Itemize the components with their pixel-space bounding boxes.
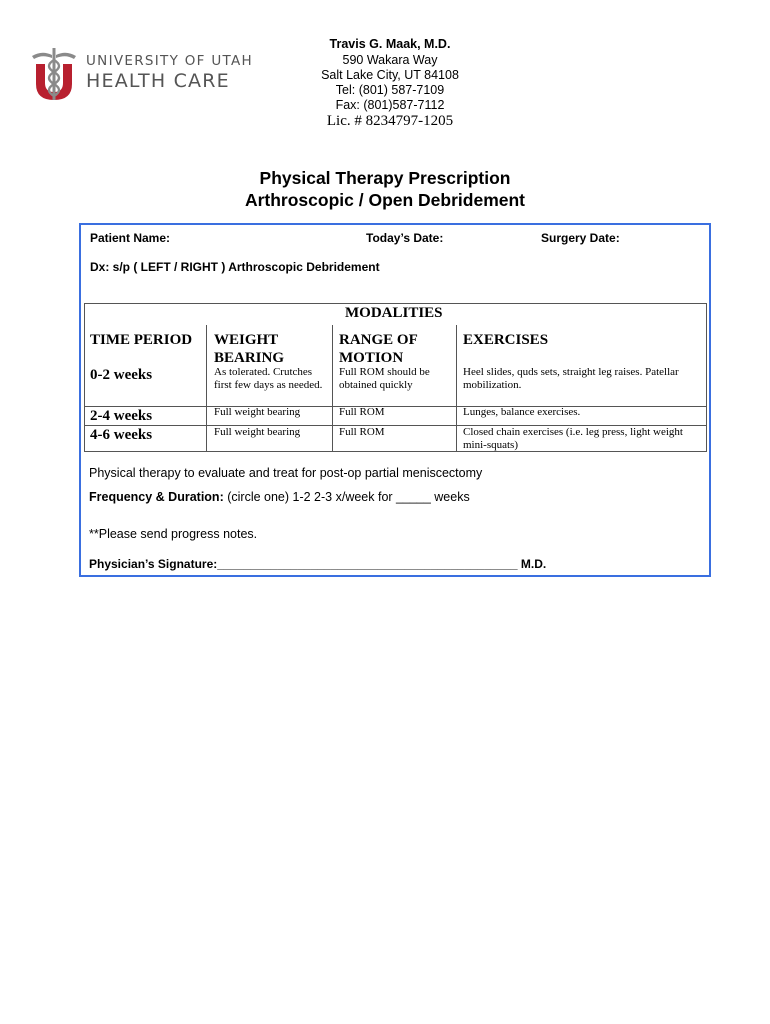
frequency-label: Frequency & Duration: xyxy=(89,490,224,504)
frequency-options: (circle one) 1-2 2-3 x/week for _____ weeks xyxy=(223,490,470,504)
university-logo xyxy=(30,46,253,106)
document-subtitle: Arthroscopic / Open Debridement xyxy=(244,190,526,210)
exercises-header: EXERCISES xyxy=(463,332,549,348)
weight-bearing-header: WEIGHT BEARING xyxy=(214,332,285,366)
physician-signature-line: Physician’s Signature:_____________________________________________ M.D. xyxy=(89,557,547,571)
table-row-rom: Full ROM xyxy=(339,426,385,438)
table-row-period: 2-4 weeks xyxy=(90,408,153,424)
caduceus-u-logo-icon xyxy=(30,46,78,104)
table-row-weight: Full weight bearing xyxy=(214,406,301,418)
modalities-heading: MODALITIES xyxy=(345,305,443,321)
evaluate-instruction: Physical therapy to evaluate and treat for post-op partial meniscectomy xyxy=(89,466,483,480)
physician-city: Salt Lake City, UT 84108 xyxy=(321,68,459,82)
table-divider xyxy=(456,325,457,452)
frequency-duration-line xyxy=(89,490,470,504)
range-of-motion-header: RANGE OF MOTION xyxy=(339,332,418,366)
document-title: Physical Therapy Prescription xyxy=(259,168,511,188)
progress-notes-request: **Please send progress notes. xyxy=(89,527,258,541)
table-row-rom: Full ROM should be obtained quickly xyxy=(339,366,430,391)
table-divider xyxy=(206,325,207,452)
physician-license: Lic. # 8234797-1205 xyxy=(326,113,454,129)
table-row-weight: As tolerated. Crutches first few days as needed. xyxy=(214,366,323,391)
physician-tel: Tel: (801) 587-7109 xyxy=(335,83,445,97)
table-divider xyxy=(332,325,333,452)
physician-name: Travis G. Maak, M.D. xyxy=(329,37,451,51)
table-row-period: 0-2 weeks xyxy=(90,367,153,383)
time-period-header: TIME PERIOD xyxy=(90,332,193,348)
table-row-weight: Full weight bearing xyxy=(214,426,301,438)
table-row-exercises: Closed chain exercises (i.e. leg press, light weight mini-squats) xyxy=(463,426,683,451)
table-row-period: 4-6 weeks xyxy=(90,427,153,443)
diagnosis-line: Dx: s/p ( LEFT / RIGHT ) Arthroscopic Debridement xyxy=(90,260,380,274)
table-row-rom: Full ROM xyxy=(339,406,385,418)
table-row-exercises: Heel slides, quds sets, straight leg raises. Patellar mobilization. xyxy=(463,366,679,391)
physician-address: 590 Wakara Way xyxy=(342,53,438,67)
surgery-date-label: Surgery Date: xyxy=(541,231,620,245)
logo-health-care-text: HEALTH CARE xyxy=(86,70,230,92)
table-row-exercises: Lunges, balance exercises. xyxy=(463,406,581,418)
logo-university-text: UNIVERSITY OF UTAH xyxy=(86,53,253,69)
physician-fax: Fax: (801)587-7112 xyxy=(335,98,445,112)
patient-name-label: Patient Name: xyxy=(90,231,171,245)
todays-date-label: Today’s Date: xyxy=(366,231,444,245)
